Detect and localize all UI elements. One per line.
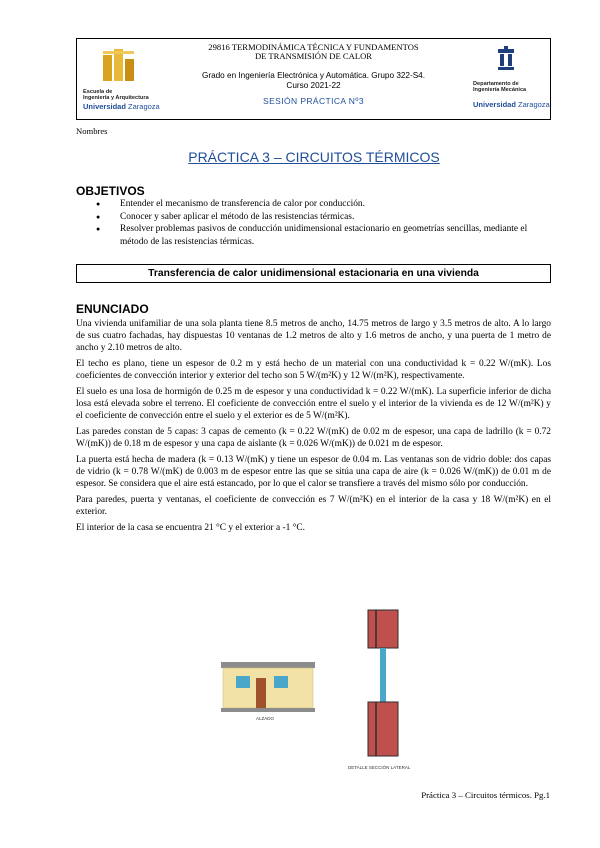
door xyxy=(256,678,266,708)
header-box xyxy=(76,38,551,120)
eina-brand-rest: Zaragoza xyxy=(128,102,160,111)
section-lower-wall xyxy=(368,702,398,756)
degree-line: Grado en Ingeniería Electrónica y Automática. Grupo 322-S4. xyxy=(201,71,425,80)
objectives-heading: OBJETIVOS xyxy=(76,184,145,198)
statement-paragraph-1: Una vivienda unifamiliar de una sola planta tiene 8.5 metros de ancho, 14.75 metros de largo y 3.5 metros de alto. A lo largo de sus cuatro fachadas, hay dispuestas 10 ventanas de 1.2 metros de alto y 1.6 metros de ancho, y una puerta de 1 metro de ancho y 2.10 metros de alto. xyxy=(76,319,551,353)
objective-item: ● Resolver problemas pasivos de conducción unidimensional estacionario en geometrías sencillas, mediante el método de las resistencias térmicas. xyxy=(96,223,551,248)
statement-heading: ENUNCIADO xyxy=(76,302,149,316)
course-line-1: 29816 TERMODINÁMICA TÉCNICA Y FUNDAMENTOS xyxy=(208,42,419,52)
page-footer: Práctica 3 – Circuitos térmicos. Pg.1 xyxy=(421,790,550,800)
dim-logo xyxy=(469,43,549,117)
eina-logo-line2: Ingeniería y Arquitectura xyxy=(83,95,149,102)
statement-paragraph-7: El interior de la casa se encuentra 21 °C y el exterior a -1 °C. xyxy=(76,523,306,533)
names-label: Nombres xyxy=(76,126,108,136)
page-title: PRÁCTICA 3 – CIRCUITOS TÉRMICOS xyxy=(188,149,440,165)
objectives-list xyxy=(96,198,551,248)
statement-paragraph-6: Para paredes, puerta y ventanas, el coeficiente de convección es 7 W/(m²K) en el interior de la casa y 18 W/(m²K) en el exterior. xyxy=(76,495,551,517)
house-elevation-figure xyxy=(218,660,318,720)
statement-paragraph-2: El techo es plano, tiene un espesor de 0.2 m y está hecho de un material con una conductividad k = 0.22 W/(mK). Los coeficientes de convección interior y exterior del techo son 5 W/(m²K) y 12 W/(m²K), respectivamente. xyxy=(76,359,551,381)
window-right xyxy=(274,676,288,688)
window-left xyxy=(236,676,250,688)
statement-paragraph-3: El suelo es una losa de hormigón de 0.25 m de espesor y una conductividad k = 0.22 W/(mK). La superficie inferior de dicha losa está elevada sobre el terreno. El coeficiente de convección entre el suelo y el interior de la vivienda es de 12 W/(m²K) y el coeficiente de convección entre el suelo y el exterior es de 5 W/(m²K). xyxy=(76,387,551,421)
eina-logo-line1: Escuela de xyxy=(83,89,113,95)
statement-paragraph-5: La puerta está hecha de madera (k = 0.13 W/(mK) y tiene un espesor de 0.04 m. Las ventanas son de vidrio doble: dos capas de vidrio (k = 0.78 W/(mK) de 0.003 m de espesor entre las que se sitúa una capa de aire (k = 0.026 W/(mK)) de 0.01 m de espesor. Se considera que el aire está estancado, por lo que el calor se transfiere a través del mismo sólo por conducción. xyxy=(76,455,551,489)
ground-base xyxy=(221,708,315,712)
course-line-2: DE TRANSMISIÓN DE CALOR xyxy=(254,51,373,61)
caption-elevation: ALZADO xyxy=(256,716,275,721)
dim-brand-bold: Universidad xyxy=(473,100,516,109)
crest-icon xyxy=(495,45,517,75)
roof xyxy=(221,662,315,668)
dim-brand-rest: Zaragoza xyxy=(518,100,550,109)
section-window-pane xyxy=(380,648,386,702)
objective-item: ● Conocer y saber aplicar el método de las resistencias térmicas. xyxy=(96,211,551,224)
statement-paragraph-4: Las paredes constan de 5 capas: 3 capas de cemento (k = 0.22 W/(mK) de 0.02 m de espesor, una capa de ladrillo (k = 0.72 W/(mK)) de 0.18 m de espesor y una capa de aislante (k = 0.026 W/(mK)) de 0.021 m de espesor. xyxy=(76,427,551,449)
caption-lateral-section: DETALLE SECCIÓN LATERAL xyxy=(348,765,411,770)
dim-logo-line1: Departamento de xyxy=(473,81,519,87)
session-line: SESIÓN PRÁCTICA Nº3 xyxy=(263,96,364,106)
year-line: Curso 2021-22 xyxy=(286,81,341,90)
eina-brand-bold: Universidad xyxy=(83,102,126,111)
dim-logo-line2: Ingeniería Mecánica xyxy=(473,87,527,94)
section-title-box xyxy=(76,264,551,283)
statement-body xyxy=(76,318,551,538)
lateral-section-figure xyxy=(366,608,402,760)
objective-item: ● Entender el mecanismo de transferencia de calor por conducción. xyxy=(96,198,551,211)
section-title: Transferencia de calor unidimensional estacionaria en una vivienda xyxy=(148,268,479,279)
section-upper-wall xyxy=(368,610,398,648)
